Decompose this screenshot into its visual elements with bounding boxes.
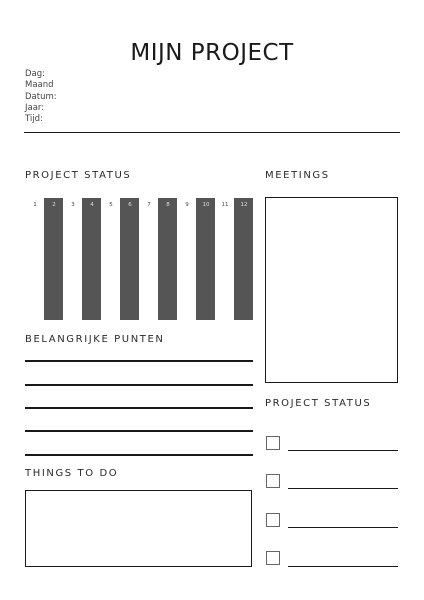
checkbox[interactable] [266,474,280,488]
status-number: 2 [52,202,56,208]
checkbox[interactable] [266,551,280,565]
meetings-label: MEETINGS [265,170,330,181]
things-to-do-label: THINGS TO DO [25,468,119,479]
field-jaar[interactable]: Jaar: [25,102,45,113]
checklist-line[interactable] [288,527,398,528]
status-number: 4 [90,202,94,208]
status-number: 12 [240,202,248,208]
checklist-line[interactable] [288,450,398,451]
belangrijke-punten-label: BELANGRIJKE PUNTEN [25,334,165,345]
field-tijd[interactable]: Tijd: [25,114,43,125]
status-number: 7 [147,202,151,208]
status-number: 9 [185,202,189,208]
status-number: 6 [128,202,132,208]
field-maand[interactable]: Maand [25,80,54,91]
meetings-box[interactable] [265,197,398,383]
writing-line[interactable] [25,360,253,362]
field-dag[interactable]: Dag: [25,69,46,79]
writing-line[interactable] [25,430,253,432]
checklist-line[interactable] [288,488,398,489]
checkbox[interactable] [266,436,280,450]
field-datum[interactable]: Datum: [25,91,57,102]
status-number: 8 [166,202,170,208]
project-status-checklist-label: PROJECT STATUS [265,398,372,409]
checklist-line[interactable] [288,566,398,567]
status-bar-6[interactable] [120,198,139,320]
status-bar-12[interactable] [234,198,253,320]
writing-line[interactable] [25,407,253,409]
status-bar-4[interactable] [82,198,101,320]
page-title: MIJN PROJECT [130,40,294,66]
writing-line[interactable] [25,384,253,386]
status-number: 10 [202,202,210,208]
project-status-label: PROJECT STATUS [25,170,132,181]
status-number: 5 [109,202,113,208]
status-number: 1 [33,202,37,208]
status-bar-8[interactable] [158,198,177,320]
status-bar-2[interactable] [44,198,63,320]
header-divider [24,132,400,133]
status-bar-10[interactable] [196,198,215,320]
status-number: 3 [71,202,75,208]
date-fields [25,69,57,125]
status-number: 11 [221,202,229,208]
things-to-do-box[interactable] [25,490,252,567]
checkbox[interactable] [266,513,280,527]
writing-line[interactable] [25,454,253,456]
